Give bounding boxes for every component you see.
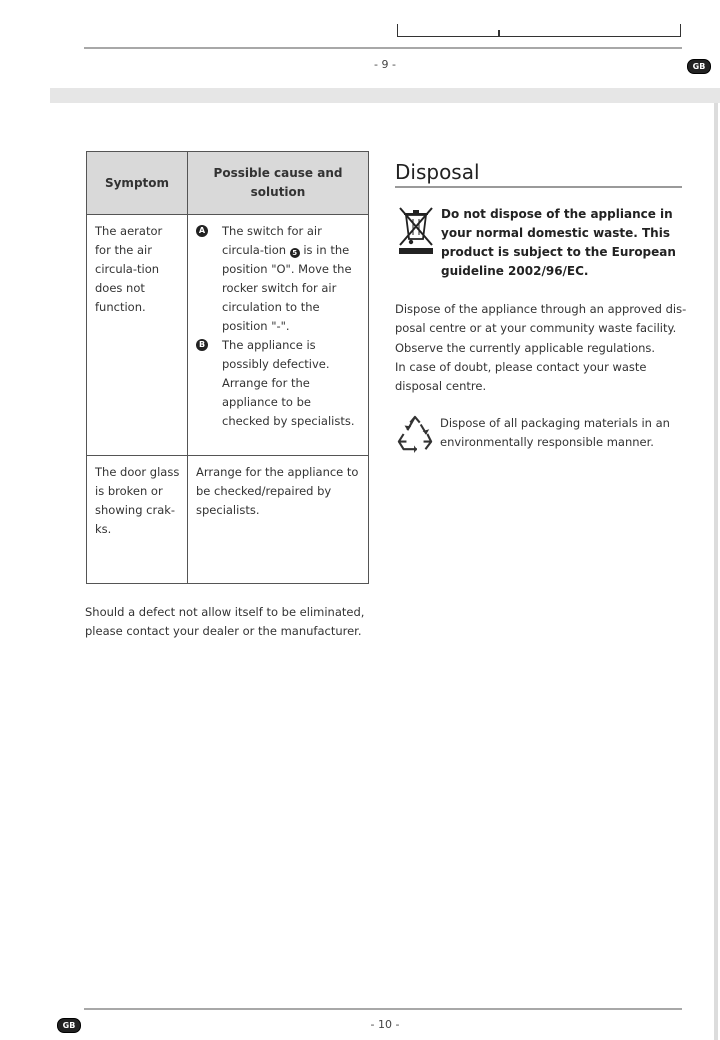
solution-cell: Arrange for the appliance to be checked/repaired by specialists. — [188, 456, 369, 584]
page-separator — [50, 88, 720, 103]
previous-page-footer — [0, 0, 720, 88]
footer-rule — [84, 1008, 682, 1010]
disposal-heading: Disposal — [395, 160, 480, 184]
disposal-instruction-1: Dispose of the appliance through an approved dis-posal centre or at your community waste facility. — [395, 302, 687, 336]
language-badge-bottom: GB — [57, 1018, 81, 1033]
previous-page-bracket-tick — [498, 30, 500, 36]
cause-letter-a-icon: A — [196, 225, 208, 237]
disposal-instruction-2: Observe the currently applicable regulations. — [395, 340, 656, 355]
header-cause: Possible cause and solution — [188, 152, 369, 215]
symptom-cell: The aerator for the air circula-tion does not function. — [87, 215, 188, 456]
language-badge-top: GB — [687, 59, 711, 74]
disposal-instruction-3: In case of doubt, please contact your waste disposal centre. — [395, 359, 647, 394]
cause-text-a — [222, 222, 362, 336]
recycling-symbol-icon — [396, 415, 434, 453]
table-row — [87, 456, 369, 584]
cause-item-a — [196, 222, 362, 336]
troubleshooting-table — [86, 151, 369, 584]
cause-item-b — [196, 336, 362, 431]
page-number: - 10 - — [370, 1018, 400, 1031]
header-symptom: Symptom — [87, 152, 188, 215]
disposal-heading-rule — [395, 186, 682, 188]
previous-page-number: - 9 - — [374, 58, 396, 71]
page-edge-shadow — [714, 103, 718, 1040]
previous-page-bracket — [397, 24, 681, 37]
table-header-row — [87, 152, 369, 215]
reference-number-icon: 5 — [290, 248, 300, 258]
previous-page-rule — [84, 47, 682, 49]
packaging-notice: Dispose of all packaging materials in an environmentally responsible manner. — [440, 416, 670, 449]
symptom-cell: The door glass is broken or showing crak-ks. — [87, 456, 188, 584]
table-row — [87, 215, 369, 456]
cause-letter-b-icon: B — [196, 339, 208, 351]
cause-text-b: The appliance is possibly defective. Arrange for the appliance to be checked by specialists. — [222, 338, 355, 428]
crossed-out-wheelie-bin-icon — [397, 205, 435, 255]
defect-footnote: Should a defect not allow itself to be eliminated, please contact your dealer or the manufacturer. — [85, 605, 365, 638]
cause-cell — [188, 215, 369, 456]
cause-text-a-part1: The switch for air circula-tion — [222, 224, 322, 257]
cause-text-a-part2: is in the position "O". Move the rocker switch for air circulation to the position "-". — [222, 243, 352, 333]
weee-notice: Do not dispose of the appliance in your normal domestic waste. This product is subject to the European guideline 2002/96/EC. — [441, 207, 676, 278]
disposal-instructions — [395, 300, 695, 396]
